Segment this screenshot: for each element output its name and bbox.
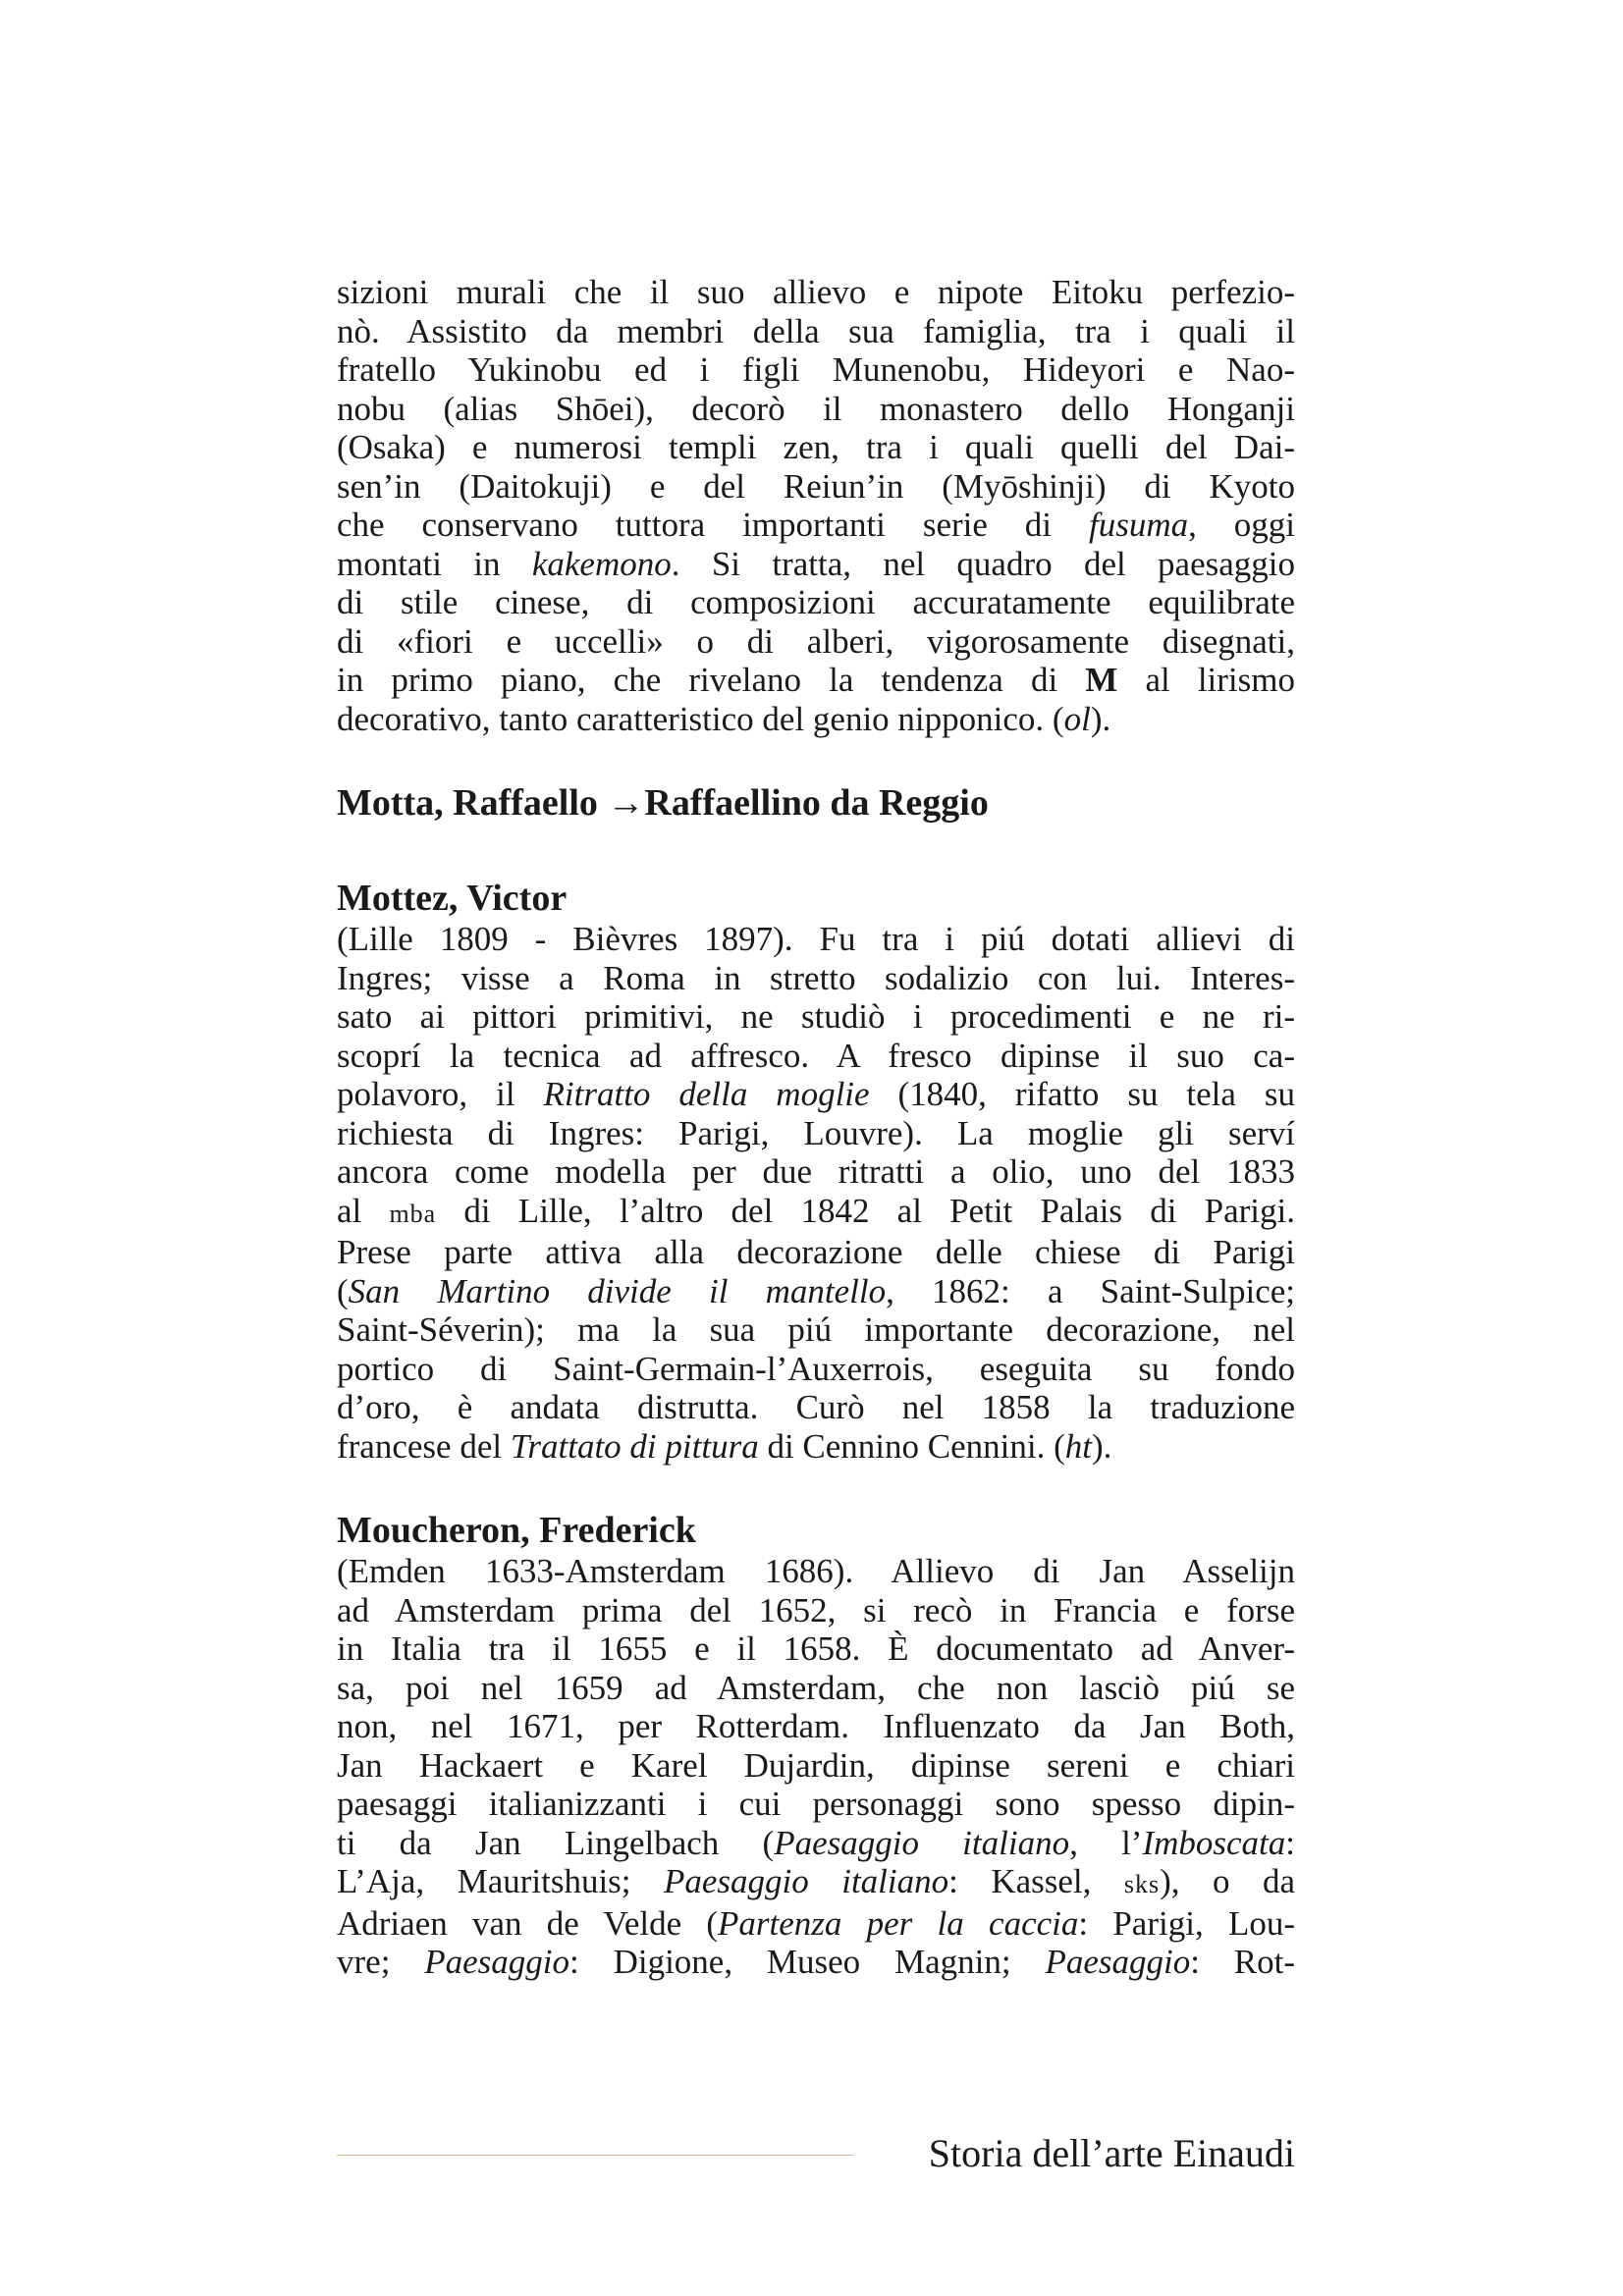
text-run: montati in — [337, 544, 532, 583]
text-run: : Rot- — [1190, 1943, 1295, 1981]
text-line: di stile cinese, di composizioni accuratamente equilibrate — [337, 583, 1295, 621]
text-run: di Cennino Cennini. ( — [758, 1426, 1065, 1466]
footer-divider — [337, 2155, 854, 2156]
entry-heading-mottez: Mottez, Victor — [337, 878, 568, 919]
text-line: ad Amsterdam prima del 1652, si recò in Francia e forse — [337, 1590, 1295, 1629]
italic-title: Partenza per la caccia — [718, 1903, 1079, 1943]
text-line — [337, 1272, 1295, 1311]
text-run: : Parigi, Lou- — [1078, 1903, 1295, 1943]
text-line — [337, 506, 1295, 545]
text-run: polavoro, il — [337, 1075, 544, 1113]
text-line: sen’in (Daitokuji) e del Reiun’in (Myōshinji) di Kyoto — [337, 466, 1295, 506]
text-line — [337, 1427, 1295, 1467]
text-line: d’oro, è andata distrutta. Curò nel 1858 la traduzione — [337, 1388, 1295, 1426]
text-run: , l’ — [1069, 1823, 1143, 1862]
entry-body-mottez — [337, 920, 1295, 1466]
text-line: Prese parte attiva alla decorazione delle chiese di Parigi — [337, 1233, 1295, 1271]
text-run: che conservano tuttora importanti serie di — [337, 506, 1089, 544]
italic-title: Paesaggio — [1045, 1943, 1191, 1981]
text-run: ). — [1092, 1426, 1112, 1466]
text-run: , 1862: a Saint-Sulpice; — [886, 1271, 1295, 1310]
italic-title: San Martino divide il mantello — [348, 1271, 887, 1310]
text-run: , oggi — [1188, 506, 1295, 544]
italic-title: Paesaggio italiano — [774, 1823, 1070, 1862]
text-run: (1840, rifatto su tela su — [869, 1075, 1295, 1113]
text-line — [337, 545, 1295, 584]
text-run: di Lille, l’altro del 1842 al Petit Palais di Parigi. — [436, 1191, 1296, 1230]
italic-term: kakemono — [531, 544, 672, 583]
italic-title: Paesaggio — [424, 1943, 570, 1981]
text-line: (Emden 1633-Amsterdam 1686). Allievo di Jan Asselijn — [337, 1552, 1295, 1590]
bold-initial: M — [1085, 661, 1118, 699]
text-line: (Lille 1809 - Bièvres 1897). Fu tra i piú dotati allievi di — [337, 920, 1295, 958]
entry-heading-motta — [337, 781, 1295, 825]
text-run: al lirismo — [1117, 661, 1295, 699]
entry-heading-moucheron: Moucheron, Frederick — [337, 1510, 696, 1551]
author-initials: ol — [1063, 699, 1091, 738]
abbreviation: sks — [1123, 1870, 1161, 1898]
text-line — [337, 1862, 1295, 1904]
text-run: : — [1285, 1823, 1296, 1862]
text-run: : Digione, Museo Magnin; — [569, 1943, 1046, 1981]
italic-title: Paesaggio italiano — [664, 1862, 949, 1900]
text-line: richiesta di Ingres: Parigi, Louvre). La moglie gli serví — [337, 1113, 1295, 1152]
text-run: ). — [1090, 699, 1111, 738]
intro-paragraph — [337, 273, 1295, 738]
text-run: . Si tratta, nel quadro del paesaggio — [671, 544, 1296, 583]
entry-name: Motta, Raffaello — [337, 782, 608, 824]
text-run: ), o da — [1160, 1862, 1295, 1900]
text-line: nò. Assistito da membri della sua famiglia, tra i quali il — [337, 311, 1295, 350]
cross-reference-target[interactable]: Raffaellino da Reggio — [644, 782, 989, 824]
text-line: in Italia tra il 1655 e il 1658. È documentato ad Anver- — [337, 1629, 1295, 1668]
text-run: vre; — [337, 1943, 425, 1981]
text-line: sizioni murali che il suo allievo e nipote Eitoku perfezio- — [337, 273, 1295, 311]
text-line: (Osaka) e numerosi templi zen, tra i quali quelli del Dai- — [337, 428, 1295, 466]
text-line — [337, 1192, 1295, 1234]
text-line: di «fiori e uccelli» o di alberi, vigorosamente disegnati, — [337, 621, 1295, 661]
text-line: Saint-Séverin); ma la sua piú importante decorazione, nel — [337, 1310, 1295, 1349]
text-line — [337, 700, 1295, 739]
text-line: scoprí la tecnica ad affresco. A fresco dipinse il suo ca- — [337, 1036, 1295, 1075]
text-run: al — [337, 1191, 390, 1230]
text-run: Adriaen van de Velde ( — [337, 1903, 719, 1943]
text-line: sa, poi nel 1659 ad Amsterdam, che non lasciò piú se — [337, 1668, 1295, 1707]
italic-term: fusuma — [1088, 506, 1189, 544]
text-run: francese del — [337, 1426, 511, 1466]
abbreviation: mba — [389, 1199, 437, 1228]
entry-body-moucheron — [337, 1552, 1295, 1982]
text-line: fratello Yukinobu ed i figli Munenobu, Hideyori e Nao- — [337, 350, 1295, 389]
text-run: : Kassel, — [948, 1862, 1124, 1900]
cross-reference-arrow-icon: → — [607, 782, 645, 824]
italic-title: Imboscata — [1142, 1823, 1286, 1862]
italic-title: Trattato di pittura — [510, 1426, 759, 1466]
text-line — [337, 1904, 1295, 1944]
footer-publisher-label: Storia dell’arte Einaudi — [928, 2131, 1295, 2175]
text-line: paesaggi italianizzanti i cui personaggi sono spesso dipin- — [337, 1785, 1295, 1823]
text-line — [337, 1943, 1295, 1982]
text-run: ( — [337, 1271, 349, 1310]
text-line — [337, 1824, 1295, 1863]
text-line: portico di Saint-Germain-l’Auxerrois, eseguita su fondo — [337, 1349, 1295, 1388]
text-line: Ingres; visse a Roma in stretto sodalizio con lui. Interes- — [337, 958, 1295, 997]
text-line — [337, 661, 1295, 700]
text-column — [337, 273, 1295, 1982]
author-initials: ht — [1064, 1426, 1092, 1466]
text-run: L’Aja, Mauritshuis; — [337, 1862, 664, 1900]
text-line: sato ai pittori primitivi, ne studiò i procedimenti e ne ri- — [337, 997, 1295, 1036]
text-line: ancora come modella per due ritratti a olio, uno del 1833 — [337, 1152, 1295, 1191]
text-run: in primo piano, che rivelano la tendenza di — [337, 661, 1086, 699]
text-line: Jan Hackaert e Karel Dujardin, dipinse sereni e chiari — [337, 1745, 1295, 1785]
text-line: non, nel 1671, per Rotterdam. Influenzato da Jan Both, — [337, 1707, 1295, 1745]
text-line: nobu (alias Shōei), decorò il monastero dello Honganji — [337, 389, 1295, 428]
text-run: ti da Jan Lingelbach ( — [337, 1823, 775, 1862]
italic-title: Ritratto della moglie — [543, 1075, 870, 1113]
text-run: decorativo, tanto caratteristico del genio nipponico. ( — [337, 699, 1064, 738]
text-line — [337, 1075, 1295, 1114]
